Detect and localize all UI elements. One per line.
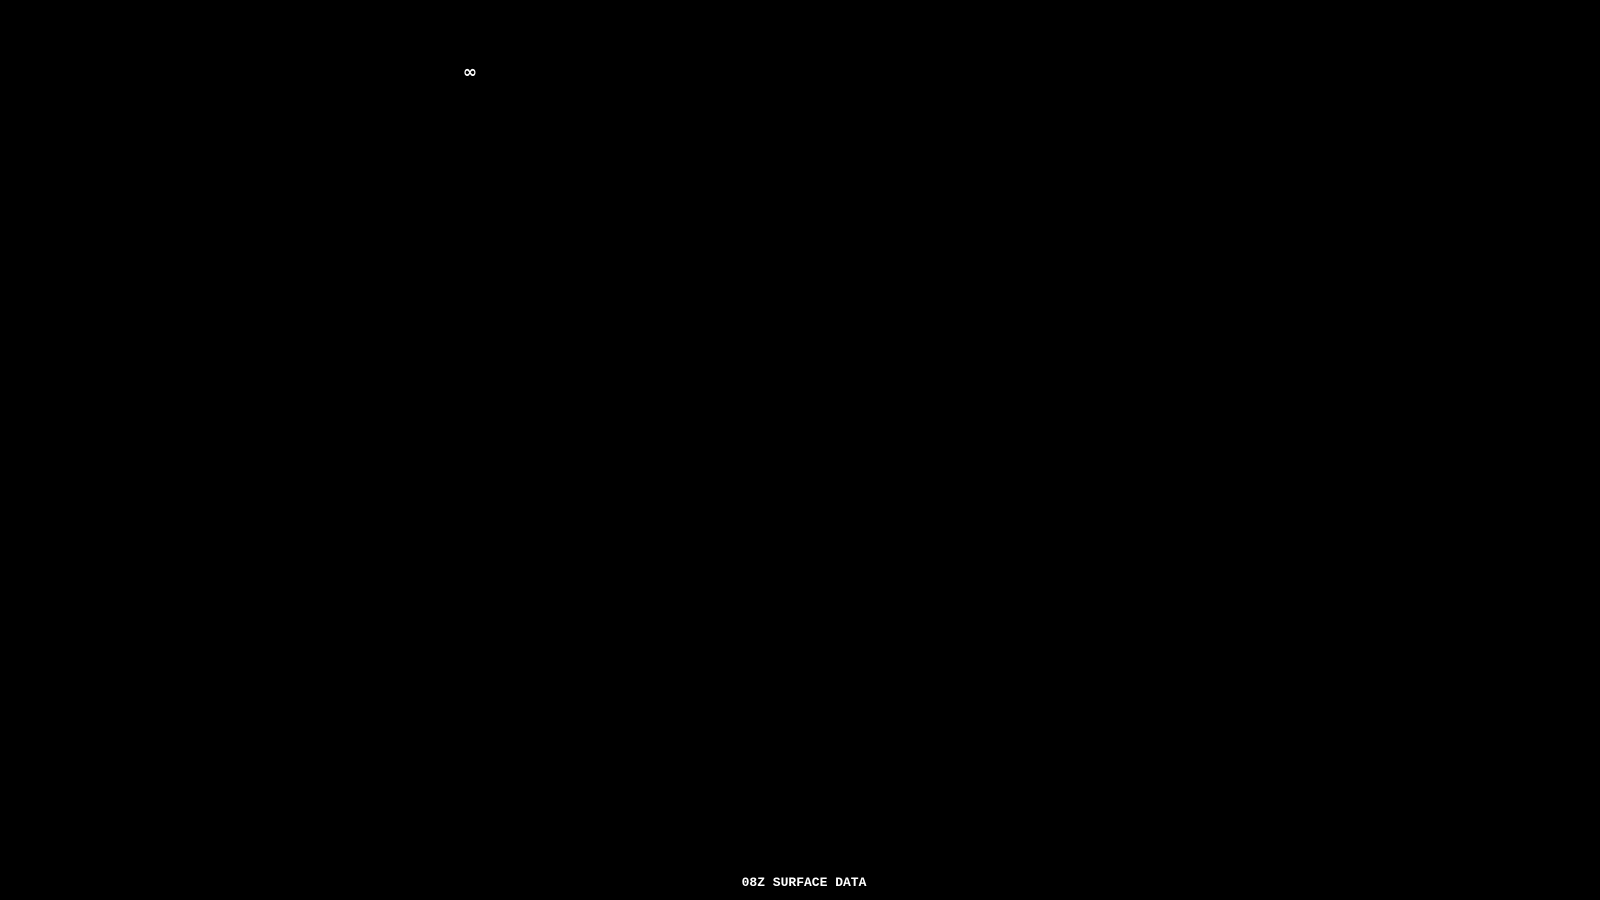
map-caption: 08Z SURFACE DATA — [741, 875, 867, 890]
haze-weather-symbol-icon: ∞ — [462, 62, 478, 83]
